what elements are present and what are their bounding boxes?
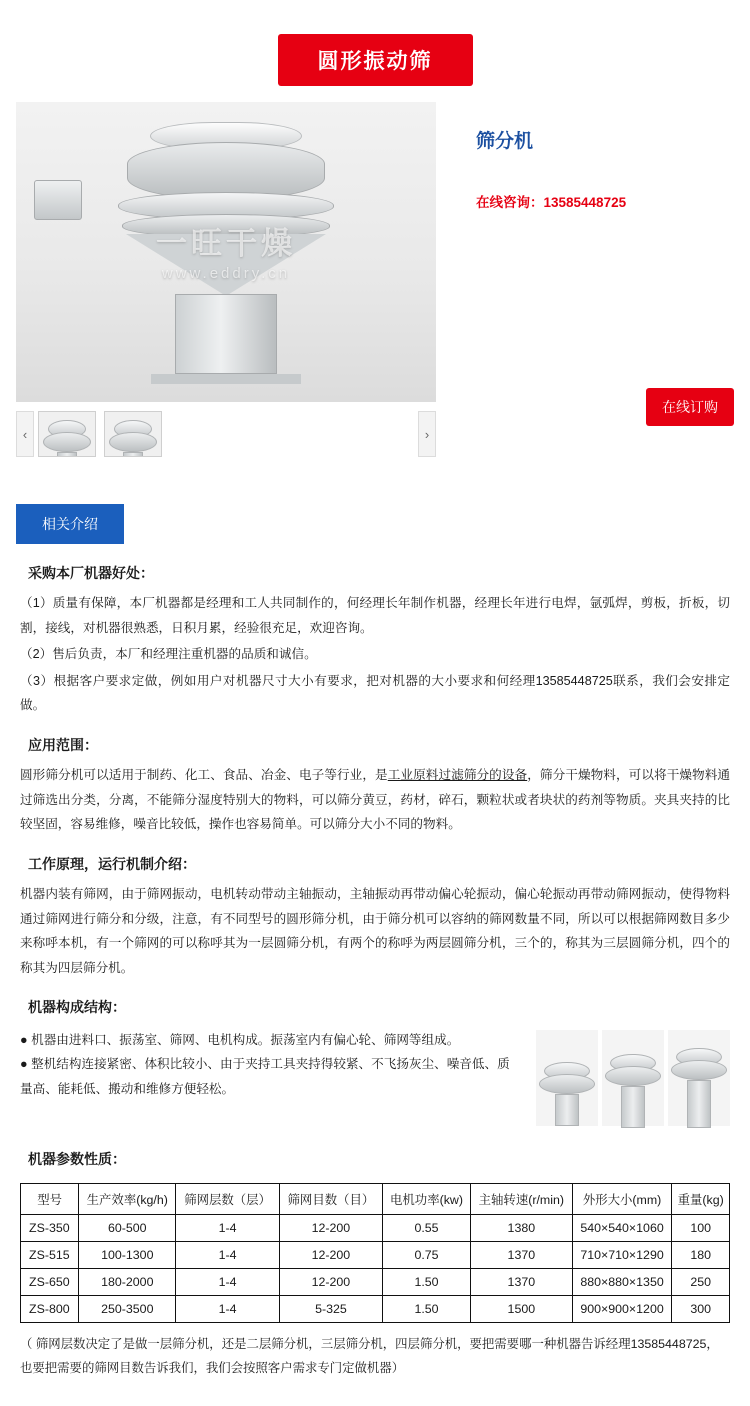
cell-model: ZS-800 (21, 1296, 79, 1323)
structure-text (20, 1028, 520, 1102)
principle-heading: 工作原理，运行机制介绍： (28, 855, 196, 872)
cell-power: 0.55 (383, 1215, 471, 1242)
tab-related-intro[interactable]: 相关介绍 (16, 504, 124, 544)
scope-text-part2: ，筛分干燥物料，可以将干燥物料通过筛选出分类，分离，不能筛分湿度特别大的物料，可以筛分黄豆，药材，碎石，颗粒状或者块状的药剂等物质。夹具夹持的比较坚固，容易维修，噪音比较低，操作也容易简单。可以筛分大小不同的物料。 (20, 768, 731, 832)
structure-item-1: ● 机器由进料口、振荡室、筛网、电机构成。振荡室内有偏心轮、筛网等组成。 (20, 1032, 460, 1047)
col-capacity: 生产效率(kg/h) (79, 1184, 176, 1215)
col-layers: 筛网层数（层） (176, 1184, 279, 1215)
thumbnail-strip (16, 408, 436, 460)
advantage-item-2: （2）售后负责，本厂和经理注重机器的品质和诚信。 (20, 647, 317, 662)
scope-paragraph (20, 763, 730, 837)
structure-item-2: ● 整机结构连接紧密、体积比较小、由于夹持工具夹持得较紧、不飞扬灰尘、噪音低、质量高、能耗低、搬动和维修方便轻松。 (20, 1057, 510, 1096)
cell-weight: 180 (672, 1242, 730, 1269)
structure-images (520, 1026, 730, 1126)
cell-speed: 1370 (470, 1269, 572, 1296)
cell-model: ZS-350 (21, 1215, 79, 1242)
scope-text-part1: 圆形筛分机可以适用于制药、化工、食品、冶金、电子等行业，是 (20, 768, 388, 783)
cell-weight: 250 (672, 1269, 730, 1296)
page-title: 圆形振动筛 (278, 34, 473, 86)
consult-phone: 在线咨询：13585448725 (476, 195, 627, 210)
col-model: 型号 (21, 1184, 79, 1215)
cell-speed: 1500 (470, 1296, 572, 1323)
col-speed: 主轴转速(r/min) (470, 1184, 572, 1215)
cell-weight: 300 (672, 1296, 730, 1323)
gallery-prev-arrow[interactable]: ‹ (16, 411, 34, 457)
cell-layers: 1-4 (176, 1269, 279, 1296)
watermark-url: www.eddry.cn (161, 265, 291, 282)
cell-power: 1.50 (383, 1296, 471, 1323)
col-weight: 重量(kg) (672, 1184, 730, 1215)
col-dimensions: 外形大小(mm) (572, 1184, 672, 1215)
cell-dimensions: 540×540×1060 (572, 1215, 672, 1242)
vibrating-screen-illustration (118, 122, 334, 384)
cell-layers: 1-4 (176, 1242, 279, 1269)
cell-mesh: 12-200 (279, 1269, 382, 1296)
cell-mesh: 5-325 (279, 1296, 382, 1323)
cell-capacity: 60-500 (79, 1215, 176, 1242)
table-row (21, 1242, 730, 1269)
cell-dimensions: 710×710×1290 (572, 1242, 672, 1269)
product-gallery (16, 102, 436, 460)
structure-image-1 (536, 1030, 598, 1126)
product-name: 筛分机 (476, 131, 534, 152)
table-row (21, 1215, 730, 1242)
cell-dimensions: 880×880×1350 (572, 1269, 672, 1296)
col-power: 电机功率(kw) (383, 1184, 471, 1215)
advantage-item-3: （3）根据客户要求定做，例如用户对机器尺寸大小有要求，把对机器的大小要求和何经理13585448725联系，我们会安排定做。 (20, 673, 730, 713)
table-row (21, 1269, 730, 1296)
main-product-image[interactable] (16, 102, 436, 402)
cell-layers: 1-4 (176, 1215, 279, 1242)
table-note: （ 筛网层数决定了是做一层筛分机，还是二层筛分机，三层筛分机，四层筛分机，要把需要哪一种机器告诉经理13585448725，也要把需要的筛网目数告诉我们，我们会按照客户需求专门定做机器） (20, 1337, 719, 1375)
structure-image-3 (668, 1030, 730, 1126)
advantage-heading: 采购本厂机器好处： (28, 565, 154, 581)
product-top-section (0, 86, 750, 460)
order-button[interactable]: 在线订购 (646, 388, 734, 426)
params-heading: 机器参数性质： (28, 1150, 126, 1167)
principle-paragraph: 机器内装有筛网，由于筛网振动，电机转动带动主轴振动，主轴振动再带动偏心轮振动，偏心轮振动再带动筛网振动，使得物料通过筛网进行筛分和分级，注意，有不同型号的圆形筛分机，由于筛分机可以容纳的筛网数量不同，所以可以根据筛网数目多少来称呼本机，有一个筛网的可以称呼其为一层圆筛分机，有两个的称呼为两层圆筛分机，三个的，称其为三层圆筛分机，四个的称其为四层筛分机。 (20, 887, 730, 975)
cell-capacity: 180-2000 (79, 1269, 176, 1296)
cell-capacity: 100-1300 (79, 1242, 176, 1269)
watermark-text: 一旺干燥 (156, 226, 296, 261)
table-header-row (21, 1184, 730, 1215)
cell-speed: 1380 (470, 1215, 572, 1242)
cell-model: ZS-515 (21, 1242, 79, 1269)
cell-mesh: 12-200 (279, 1242, 382, 1269)
cell-layers: 1-4 (176, 1296, 279, 1323)
tab-bar (16, 504, 750, 544)
cell-dimensions: 900×900×1200 (572, 1296, 672, 1323)
cell-capacity: 250-3500 (79, 1296, 176, 1323)
col-mesh: 筛网目数（目） (279, 1184, 382, 1215)
specs-table (20, 1183, 730, 1323)
motor-box-illustration (34, 180, 82, 220)
cell-power: 0.75 (383, 1242, 471, 1269)
structure-image-2 (602, 1030, 664, 1126)
structure-row (20, 1026, 730, 1126)
article-content (0, 544, 750, 1173)
cell-weight: 100 (672, 1215, 730, 1242)
scope-text-underlined: 工业原料过滤筛分的设备 (387, 768, 528, 783)
cell-mesh: 12-200 (279, 1215, 382, 1242)
cell-model: ZS-650 (21, 1269, 79, 1296)
scope-heading: 应用范围： (28, 737, 98, 754)
page-title-bar (0, 0, 750, 86)
thumbnail-2[interactable] (104, 411, 162, 457)
thumbnail-1[interactable] (38, 411, 96, 457)
advantage-item-1: （1）质量有保障，本厂机器都是经理和工人共同制作的，何经理长年制作机器，经理长年进行电焊，氩弧焊，剪板，折板，切割，接线，对机器很熟悉，日积月累，经验很充足，欢迎咨询。 (20, 596, 730, 635)
product-info (436, 102, 734, 460)
table-row (21, 1296, 730, 1323)
gallery-next-arrow[interactable]: › (418, 411, 436, 457)
cell-speed: 1370 (470, 1242, 572, 1269)
cell-power: 1.50 (383, 1269, 471, 1296)
structure-heading: 机器构成结构： (28, 999, 126, 1016)
